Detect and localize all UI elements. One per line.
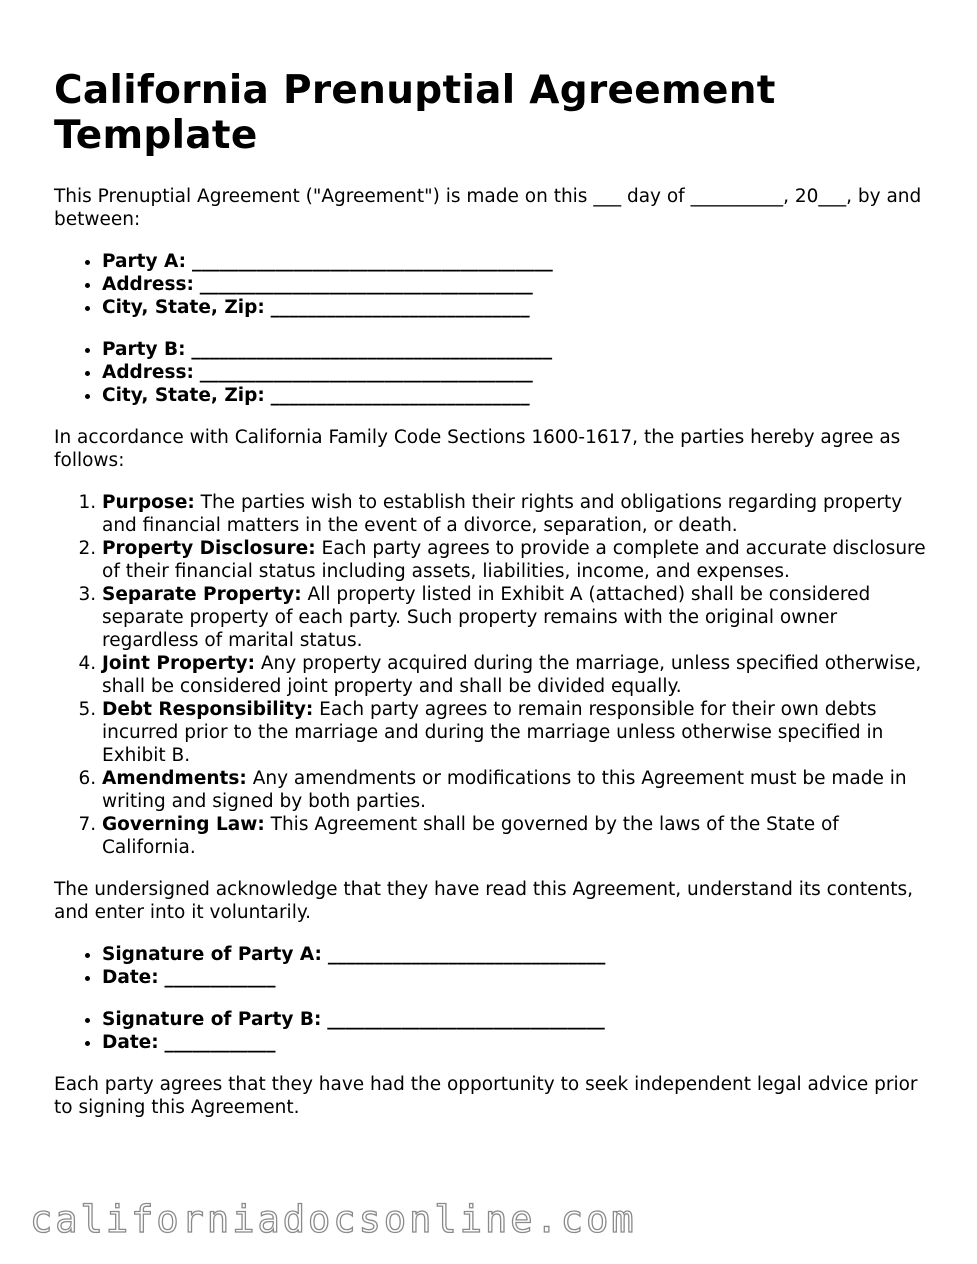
party-a-city: • City, State, Zip: ____________________________ (102, 296, 934, 319)
clause-governing-law: 7. Governing Law: This Agreement shall be governed by the laws of the State of California. (102, 813, 934, 859)
watermark: californiadocsonline.com (30, 1198, 637, 1241)
clause-property-disclosure: 2. Property Disclosure: Each party agrees to provide a complete and accurate disclosure of their financial status including assets, liabilities, income, and expenses. (102, 537, 934, 583)
date-a: • Date: ____________ (102, 966, 934, 989)
accordance-paragraph: In accordance with California Family Code Sections 1600-1617, the parties hereby agree as follows: (54, 427, 901, 471)
signature-b: • Signature of Party B: ______________________________ (102, 1008, 934, 1031)
clause-separate-property: 3. Separate Property: All property listed in Exhibit A (attached) shall be considered separate property of each party. Such property remains with the original owner regardless of marital status. (102, 583, 934, 652)
party-b-list (54, 338, 934, 407)
clause-amendments: 6. Amendments: Any amendments or modifications to this Agreement must be made in writing and signed by both parties. (102, 767, 934, 813)
document-title: California Prenuptial Agreement Template (54, 68, 776, 158)
intro-paragraph: This Prenuptial Agreement ("Agreement") is made on this ___ day of __________, 20___, by and between: (54, 186, 922, 230)
signature-a: • Signature of Party A: ______________________________ (102, 943, 934, 966)
party-b-address: • Address: ____________________________________ (102, 361, 934, 384)
document (54, 68, 934, 1119)
date-b: • Date: ____________ (102, 1031, 934, 1054)
party-a-name: • Party A: _______________________________________ (102, 250, 934, 273)
party-b-city: • City, State, Zip: ____________________________ (102, 384, 934, 407)
clauses-list (54, 491, 934, 859)
signature-b-list (54, 1008, 934, 1054)
party-b-name: • Party B: _______________________________________ (102, 338, 934, 361)
signature-a-list (54, 943, 934, 989)
legal-advice-paragraph: Each party agrees that they have had the opportunity to seek independent legal advice prior to signing this Agreement. (54, 1074, 918, 1118)
party-a-address: • Address: ____________________________________ (102, 273, 934, 296)
clause-joint-property: 4. Joint Property: Any property acquired during the marriage, unless specified otherwise, shall be considered joint property and shall be divided equally. (102, 652, 934, 698)
clause-purpose: 1. Purpose: The parties wish to establish their rights and obligations regarding property and financial matters in the event of a divorce, separation, or death. (102, 491, 934, 537)
party-a-list (54, 250, 934, 319)
acknowledge-paragraph: The undersigned acknowledge that they have read this Agreement, understand its contents, and enter into it voluntarily. (54, 879, 914, 923)
clause-debt-responsibility: 5. Debt Responsibility: Each party agrees to remain responsible for their own debts incurred prior to the marriage and during the marriage unless otherwise specified in Exhibit B. (102, 698, 934, 767)
